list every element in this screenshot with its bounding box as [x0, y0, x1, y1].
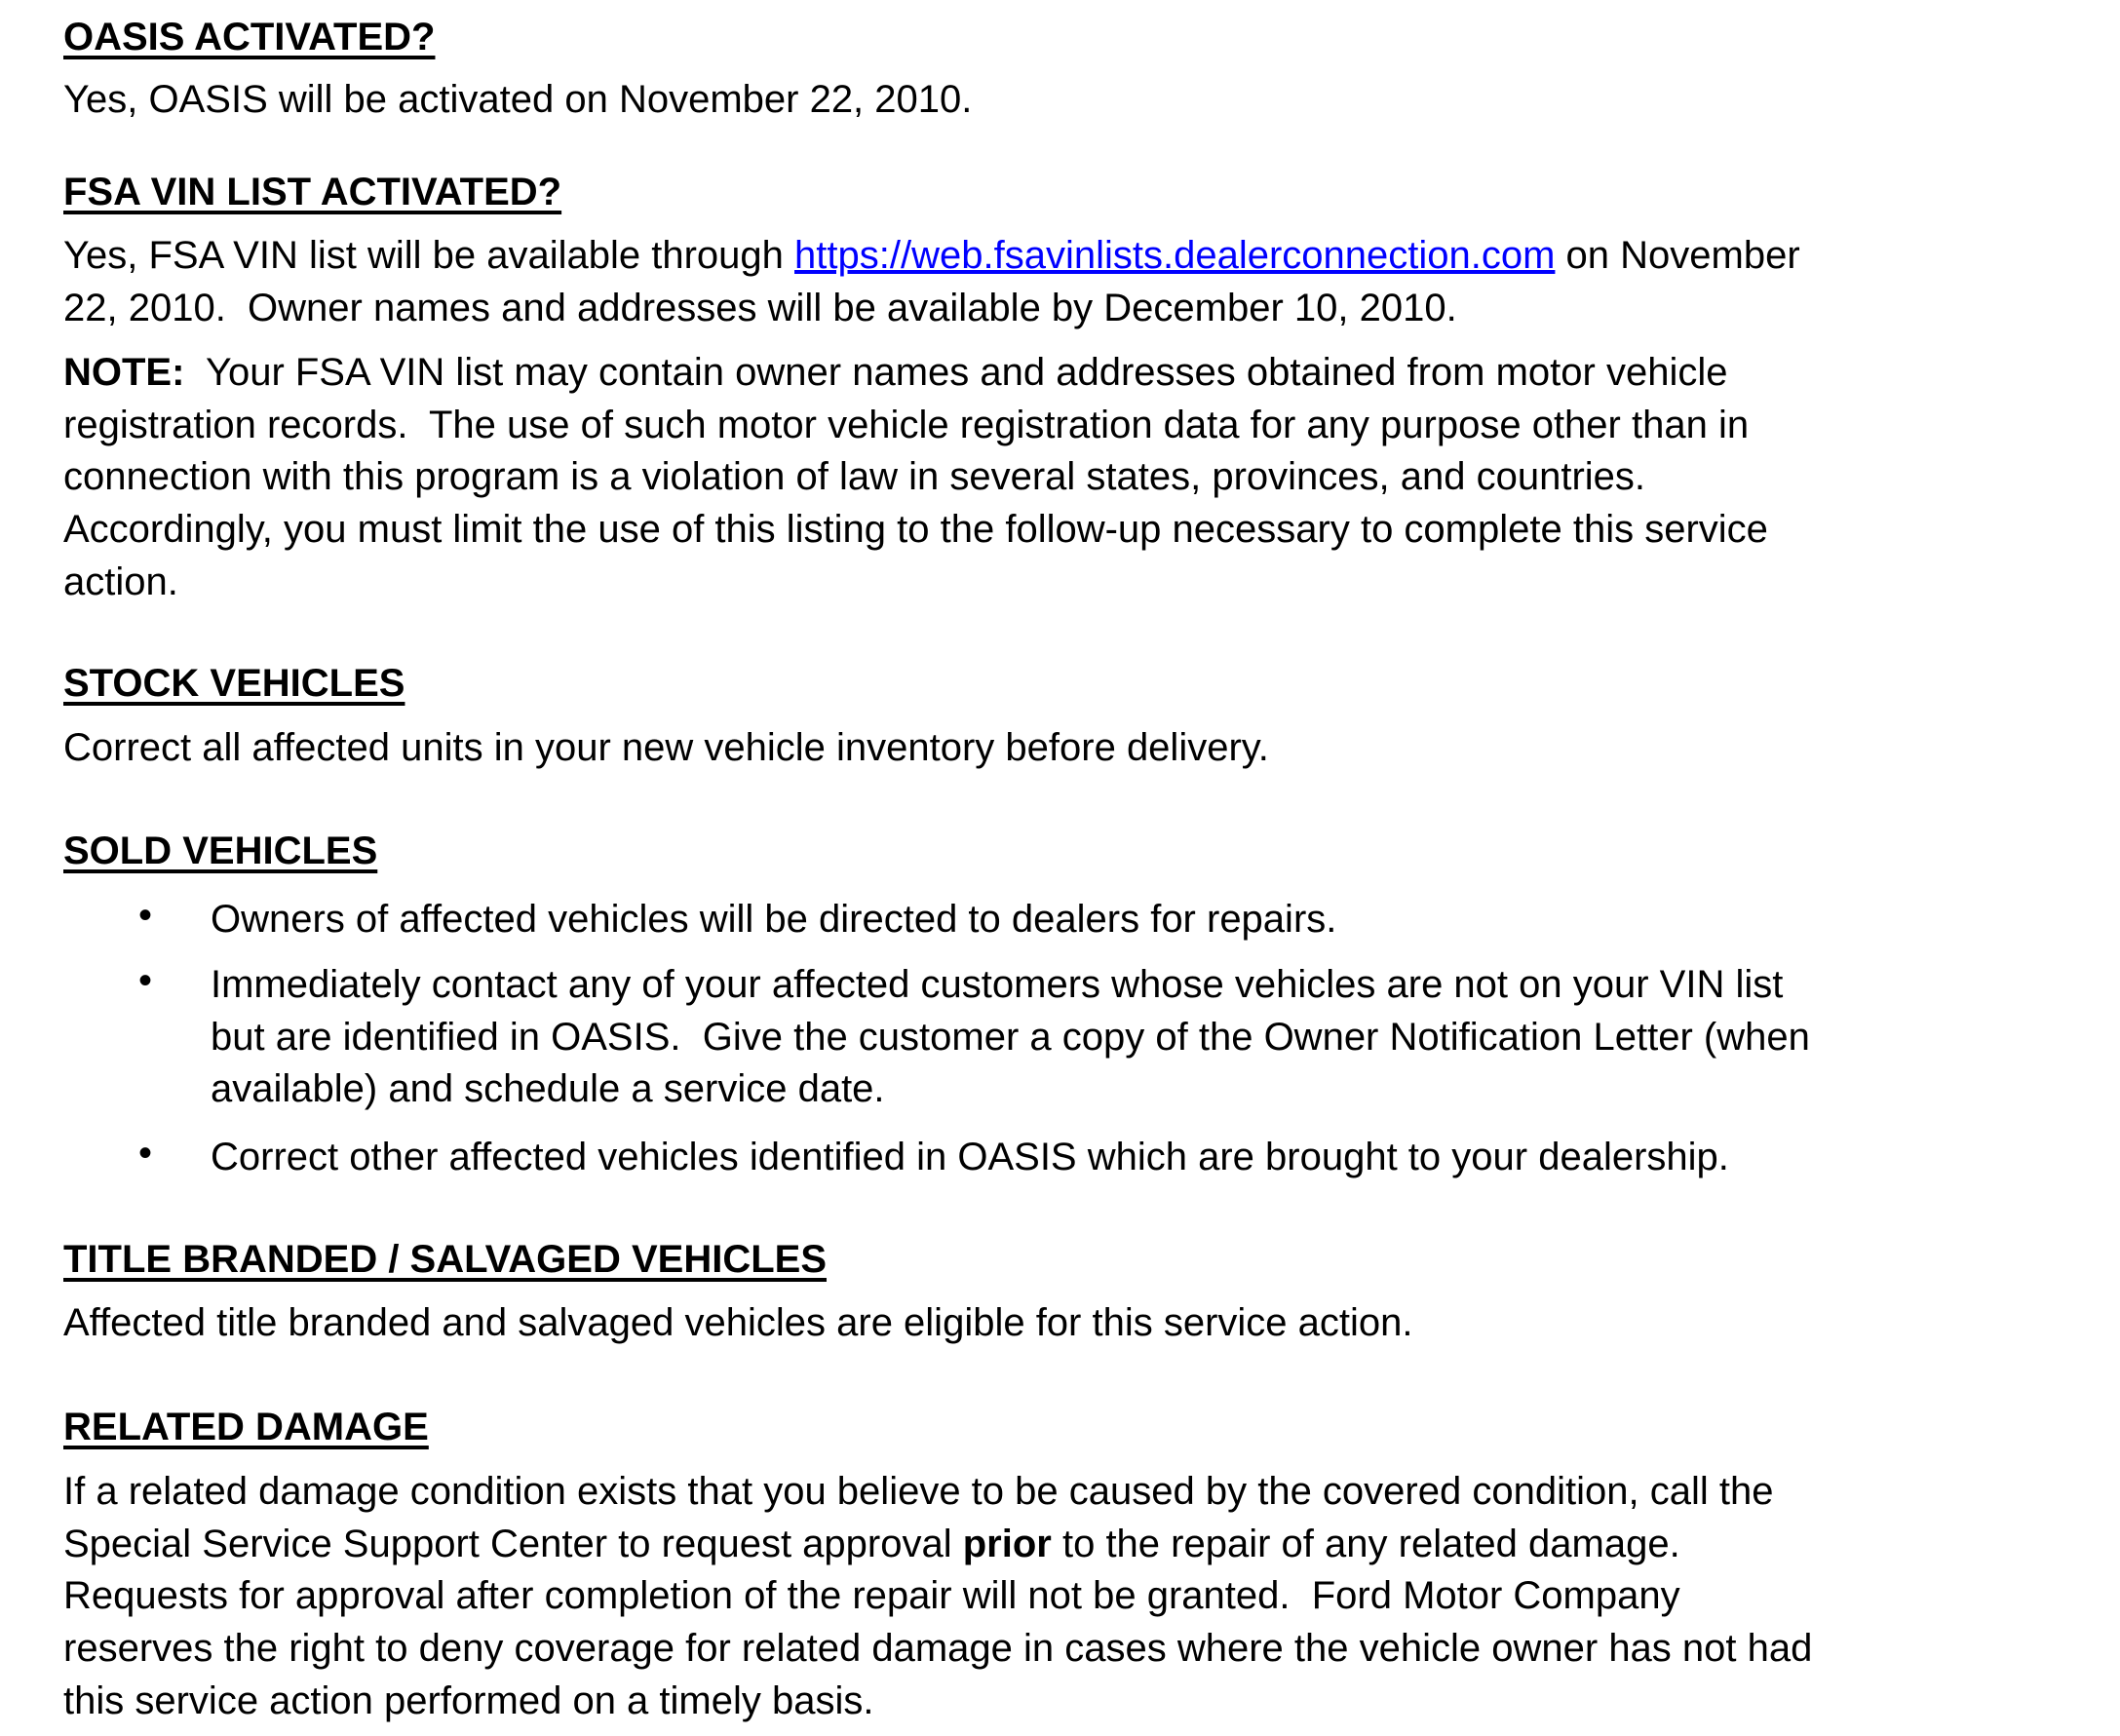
stock-text	[63, 722, 1269, 775]
note-line: Accordingly, you must limit the use of this listing to the follow-up necessary to complete this service	[63, 508, 1768, 552]
related-line: Requests for approval after completion of the repair will not be granted. Ford Motor Company	[63, 1574, 1680, 1618]
oasis-heading: OASIS ACTIVATED?	[63, 16, 436, 58]
oasis-line: Yes, OASIS will be activated on November 22, 2010.	[63, 78, 973, 121]
fsa-heading: FSA VIN LIST ACTIVATED?	[63, 171, 562, 213]
fsa-text	[63, 230, 1800, 334]
related-line: this service action performed on a timely basis.	[63, 1678, 874, 1722]
related-paragraph	[63, 1466, 1812, 1728]
title-text	[63, 1297, 1413, 1350]
sold-heading: SOLD VEHICLES	[63, 829, 378, 872]
list-item-text: Owners of affected vehicles will be directed to dealers for repairs.	[211, 898, 1337, 941]
note-paragraph	[63, 347, 1768, 609]
stock-heading: STOCK VEHICLES	[63, 662, 405, 705]
list-item-text: Immediately contact any of your affected customers whose vehicles are not on your VIN list	[211, 963, 1784, 1006]
related-line	[63, 1519, 1812, 1571]
fsa-vin-list-link[interactable]: https://web.fsavinlists.dealerconnection.com	[794, 234, 1556, 277]
title-line: Affected title branded and salvaged vehicles are eligible for this service action.	[63, 1301, 1413, 1344]
related-bold-prior: prior	[962, 1522, 1052, 1565]
note-text: Your FSA VIN list may contain owner names and addresses obtained from motor vehicle	[184, 351, 1728, 394]
note-line: action.	[63, 559, 178, 603]
list-item-text: Correct other affected vehicles identified in OASIS which are brought to your dealership.	[211, 1136, 1729, 1178]
bullet-icon: •	[138, 959, 153, 1002]
related-heading: RELATED DAMAGE	[63, 1406, 429, 1448]
related-line: If a related damage condition exists that you believe to be caused by the covered condition, call the	[63, 1470, 1774, 1513]
stock-line: Correct all affected units in your new vehicle inventory before delivery.	[63, 726, 1269, 769]
oasis-text	[63, 74, 972, 127]
related-line-pre: Special Service Support Center to request approval	[63, 1522, 963, 1565]
fsa-line-1-pre: Yes, FSA VIN list will be available through	[63, 234, 795, 277]
note-label: NOTE:	[63, 351, 185, 394]
bullet-icon: •	[138, 894, 153, 937]
list-item-text: available) and schedule a service date.	[211, 1067, 885, 1111]
note-line: connection with this program is a violation of law in several states, provinces, and countries.	[63, 455, 1646, 499]
related-line: reserves the right to deny coverage for related damage in cases where the vehicle owner has not had	[63, 1627, 1813, 1671]
title-heading: TITLE BRANDED / SALVAGED VEHICLES	[63, 1238, 828, 1281]
bullet-icon: •	[138, 1132, 153, 1175]
fsa-line-2: 22, 2010. Owner names and addresses will be available by December 10, 2010.	[63, 286, 1457, 329]
note-line: registration records. The use of such motor vehicle registration data for any purpose other than in	[63, 403, 1750, 446]
note-line	[63, 347, 1768, 400]
list-item-text: but are identified in OASIS. Give the customer a copy of the Owner Notification Letter (when	[211, 1015, 1810, 1059]
fsa-line-1-post: on November	[1555, 234, 1800, 277]
related-line-post: to the repair of any related damage.	[1051, 1522, 1680, 1565]
fsa-line-1	[63, 230, 1800, 283]
